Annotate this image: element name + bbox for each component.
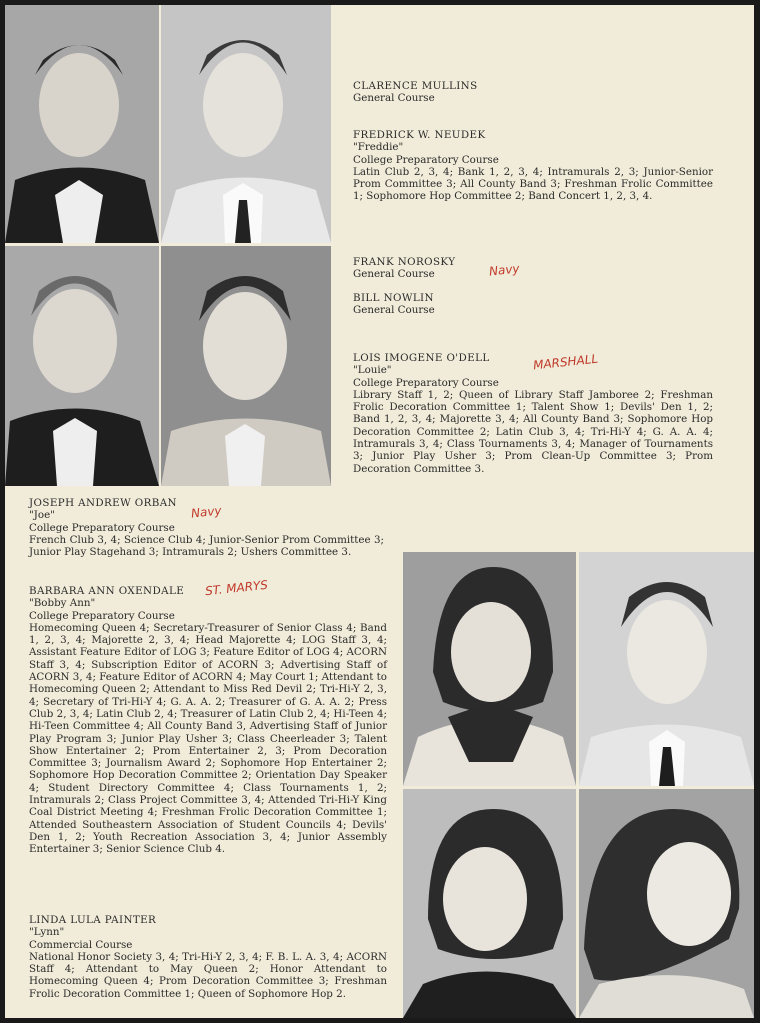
student-course: College Preparatory Course — [29, 609, 175, 622]
student-activities: Homecoming Queen 4; Secretary-Treasurer of Senior Class 4; Band 1, 2, 3, 4; Majorette 2, 3, 4; Head Majorette 4; LOG Staff 3, 4; Assistant Feature Editor of LOG 3; Feature Editor of LOG 4; ACORN Staff 3, 4; Subscription Editor of ACORN 3; Advertising Staff of ACORN 3, 4; Feature Editor of ACORN 4; May Court 1; Attendant to Homecoming Queen 2; Attendant to Miss Red Devil 2; Tri-Hi-Y 2, 3, 4; Secretary of Tri-Hi-Y 4; G. A. A. 2; Treasurer of G. A. A. 2; Press Club 2, 3, 4; Latin Club 2, 4; Treasurer of Latin Club 2, 4; Hi-Teen 4; Hi-Teen Committee 4; All County Band 3, Advertising Staff of Junior Play Program 3; Junior Play Usher 3; Class Cheerleader 3; Talent Show Entertainer 2; Prom Entertainer 2, 3; Prom Decoration Committee 3; Journalism Award 2; Sophomore Hop Entertainer 2; Sophomore Hop Decoration Committee 2; Orientation Day Speaker 4; Student Directory Committee 4; Class Tournaments 1, 2; Intramurals 2; Class Project Committee 3, 4; Attended Tri-Hi-Y King Coal District Meeting 4; Freshman Frolic Decoration Committee 1; Attended Southeastern Association of Student Councils 4; Devils' Den 1, 2; Youth Recreation Association 3, 4; Junior Assembly Entertainer 3; Senior Science Club 4. — [29, 621, 387, 856]
student-entry — [29, 914, 387, 1000]
portrait-photo-8 — [579, 789, 754, 1018]
student-course: College Preparatory Course — [353, 376, 499, 389]
student-course: Commercial Course — [29, 938, 133, 951]
student-course: General Course — [353, 304, 435, 317]
student-name: FREDRICK W. NEUDEK — [353, 129, 486, 141]
student-activities: Library Staff 1, 2; Queen of Library Staff Jamboree 2; Freshman Frolic Decoration Committee 1; Talent Show 1; Devils' Den 1, 2; Band 1, 2, 3, 4; Majorette 3, 4; All County Band 3; Sophomore Hop Decoration Committee 2; Latin Club 3, 4; Tri-Hi-Y 4; G. A. A. 4; Intramurals 3, 4; Class Tournaments 3, 4; Manager of Tournaments 3; Junior Play Usher 3; Prom Clean-Up Committee 3; Prom Decoration Committee 3. — [353, 388, 713, 475]
student-course: College Preparatory Course — [29, 521, 175, 534]
portrait-photo-3 — [5, 246, 159, 486]
student-course: General Course — [353, 268, 435, 281]
student-name: LINDA LULA PAINTER — [29, 914, 157, 926]
student-nickname: "Bobby Ann" — [29, 597, 96, 610]
handwritten-note: Navy — [190, 503, 223, 521]
portrait-photo-5 — [403, 552, 576, 786]
student-activities: French Club 3, 4; Science Club 4; Junior-Senior Prom Committee 3; Junior Play Stagehand 3; Intramurals 2; Ushers Committee 3. — [29, 533, 384, 559]
student-entry — [353, 129, 713, 203]
student-entry — [29, 585, 387, 856]
student-entry — [353, 256, 723, 281]
student-course: General Course — [353, 92, 435, 105]
student-name: BARBARA ANN OXENDALE — [29, 585, 185, 597]
portrait-photo-4 — [161, 246, 331, 486]
handwritten-note: ST. MARYS — [204, 577, 269, 599]
handwritten-note: MARSHALL — [532, 351, 599, 373]
yearbook-page — [5, 5, 754, 1018]
student-course: College Preparatory Course — [353, 153, 499, 166]
student-entry — [353, 292, 723, 317]
student-name: BILL NOWLIN — [353, 292, 434, 304]
portrait-photo-7 — [403, 789, 576, 1018]
student-entry — [353, 80, 723, 105]
student-nickname: "Joe" — [29, 509, 55, 522]
student-nickname: "Lynn" — [29, 926, 65, 939]
student-nickname: "Louie" — [353, 364, 392, 377]
student-activities: National Honor Society 3, 4; Tri-Hi-Y 2, 3, 4; F. B. L. A. 3, 4; ACORN Staff 4; Attendant to May Queen 2; Honor Attendant to Homecoming Queen 4; Prom Decoration Committee 3; Freshman Frolic Decoration Committee 1; Queen of Sophomore Hop 2. — [29, 950, 387, 1000]
student-nickname: "Freddie" — [353, 141, 404, 154]
student-activities: Latin Club 2, 3, 4; Bank 1, 2, 3, 4; Intramurals 2, 3; Junior-Senior Prom Committee 3; All County Band 3; Freshman Frolic Committee 1; Sophomore Hop Committee 2; Band Concert 1, 2, 3, 4. — [353, 165, 713, 203]
student-name: LOIS IMOGENE O'DELL — [353, 352, 490, 364]
student-name: CLARENCE MULLINS — [353, 80, 478, 92]
portrait-photo-1 — [5, 5, 159, 243]
handwritten-note: Navy — [488, 261, 521, 279]
student-name: FRANK NOROSKY — [353, 256, 456, 268]
student-name: JOSEPH ANDREW ORBAN — [29, 497, 177, 509]
portrait-photo-6 — [579, 552, 754, 786]
portrait-photo-2 — [161, 5, 331, 243]
